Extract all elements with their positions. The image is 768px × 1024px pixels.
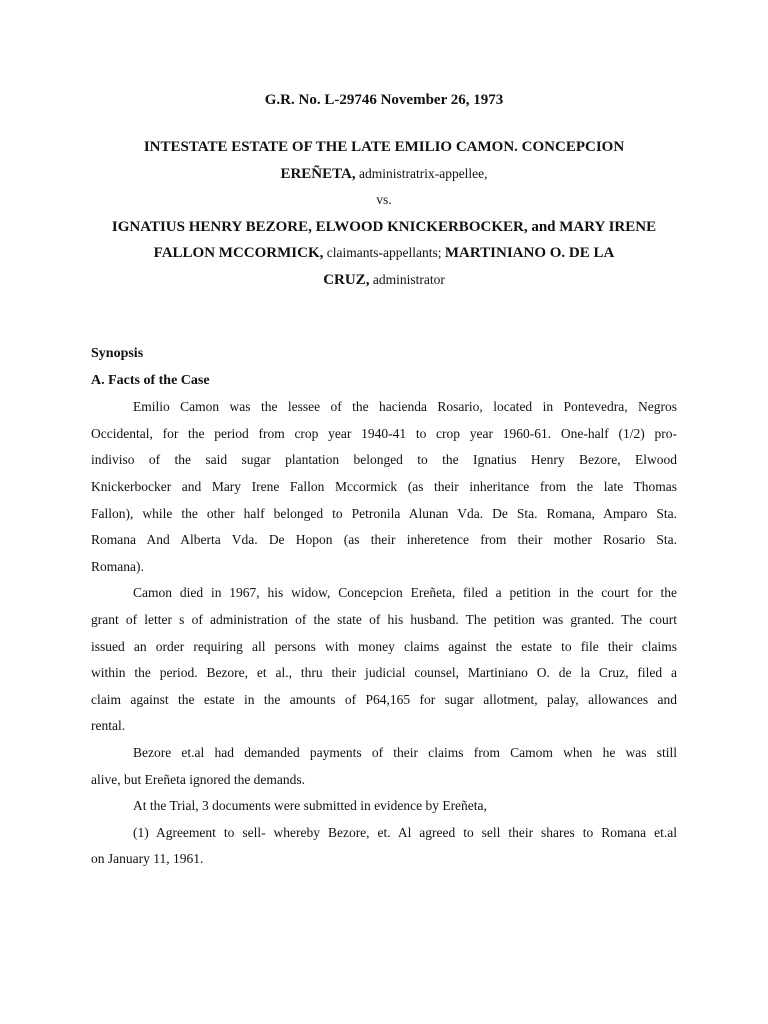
text-line: (1) Agreement to sell- whereby Bezore, et. Al agreed to sell their shares to Romana et.al bbox=[133, 824, 677, 840]
text-line: Fallon), while the other half belonged to Petronila Alunan Vda. De Sta. Romana, Amparo Sta. bbox=[91, 505, 677, 521]
synopsis-heading: Synopsis bbox=[91, 346, 144, 361]
caption-text: CRUZ, bbox=[323, 271, 370, 288]
text-line: Emilio Camon was the lessee of the hacienda Rosario, located in Pontevedra, Negros bbox=[133, 399, 677, 415]
caption-line bbox=[96, 240, 672, 267]
text-line: Occidental, for the period from crop year 1940-41 to crop year 1960-61. One-half (1/2) pro- bbox=[91, 425, 677, 441]
text-line: alive, but Ereñeta ignored the demands. bbox=[91, 771, 306, 787]
text-line: grant of letter s of administration of the state of his husband. The petition was granted. The court bbox=[91, 611, 677, 627]
paragraph bbox=[91, 820, 677, 873]
text-line: on January 11, 1961. bbox=[91, 851, 204, 867]
case-number-heading: G.R. No. L-29746 November 26, 1973 bbox=[264, 92, 504, 108]
caption-line bbox=[96, 267, 672, 294]
paragraph bbox=[91, 580, 677, 740]
caption-text: EREÑETA, bbox=[280, 165, 356, 182]
caption-role: administrator bbox=[369, 271, 445, 287]
text-line: rental. bbox=[91, 718, 126, 734]
caption-text: INTESTATE ESTATE OF THE LATE EMILIO CAMON. CONCEPCION bbox=[143, 139, 625, 155]
caption-line bbox=[96, 161, 672, 188]
caption-text: IGNATIUS HENRY BEZORE, ELWOOD KNICKERBOCKER, and MARY IRENE bbox=[111, 218, 657, 235]
caption-text: MARTINIANO O. DE LA bbox=[444, 245, 615, 261]
paragraph bbox=[91, 740, 677, 793]
facts-heading: A. Facts of the Case bbox=[91, 372, 210, 388]
caption-line bbox=[96, 134, 672, 161]
caption-role: claimants-appellants; bbox=[323, 245, 445, 260]
text-line: Bezore et.al had demanded payments of their claims from Camom when he was still bbox=[133, 744, 677, 760]
caption-role: administratrix-appellee, bbox=[355, 165, 488, 181]
text-line: within the period. Bezore, et al., thru their judicial counsel, Martiniano O. de la Cruz, filed a bbox=[91, 665, 677, 681]
text-line: issued an order requiring all persons with money claims against the estate to file their claims bbox=[91, 638, 677, 654]
caption-text: FALLON MCCORMICK, bbox=[153, 245, 324, 261]
paragraph bbox=[91, 793, 677, 820]
text-line: indiviso of the said sugar plantation belonged to the Ignatius Henry Bezore, Elwood bbox=[91, 452, 677, 468]
text-line: Romana). bbox=[91, 558, 144, 574]
caption-line bbox=[96, 214, 672, 241]
text-line: claim against the estate in the amounts of P64,165 for sugar allotment, palay, allowances and bbox=[91, 691, 677, 707]
case-caption bbox=[96, 134, 672, 293]
text-line: Camon died in 1967, his widow, Concepcion Ereñeta, filed a petition in the court for the bbox=[133, 585, 677, 601]
text-line: At the Trial, 3 documents were submitted in evidence by Ereñeta, bbox=[133, 798, 487, 814]
paragraph bbox=[91, 394, 677, 580]
document-body bbox=[91, 341, 677, 873]
text-line: Knickerbocker and Mary Irene Fallon Mccormick (as their inheritance from the late Thomas bbox=[91, 478, 677, 494]
text-line: Romana And Alberta Vda. De Hopon (as their inheretence from their mother Rosario Sta. bbox=[91, 532, 677, 548]
caption-versus: vs. bbox=[376, 192, 392, 207]
